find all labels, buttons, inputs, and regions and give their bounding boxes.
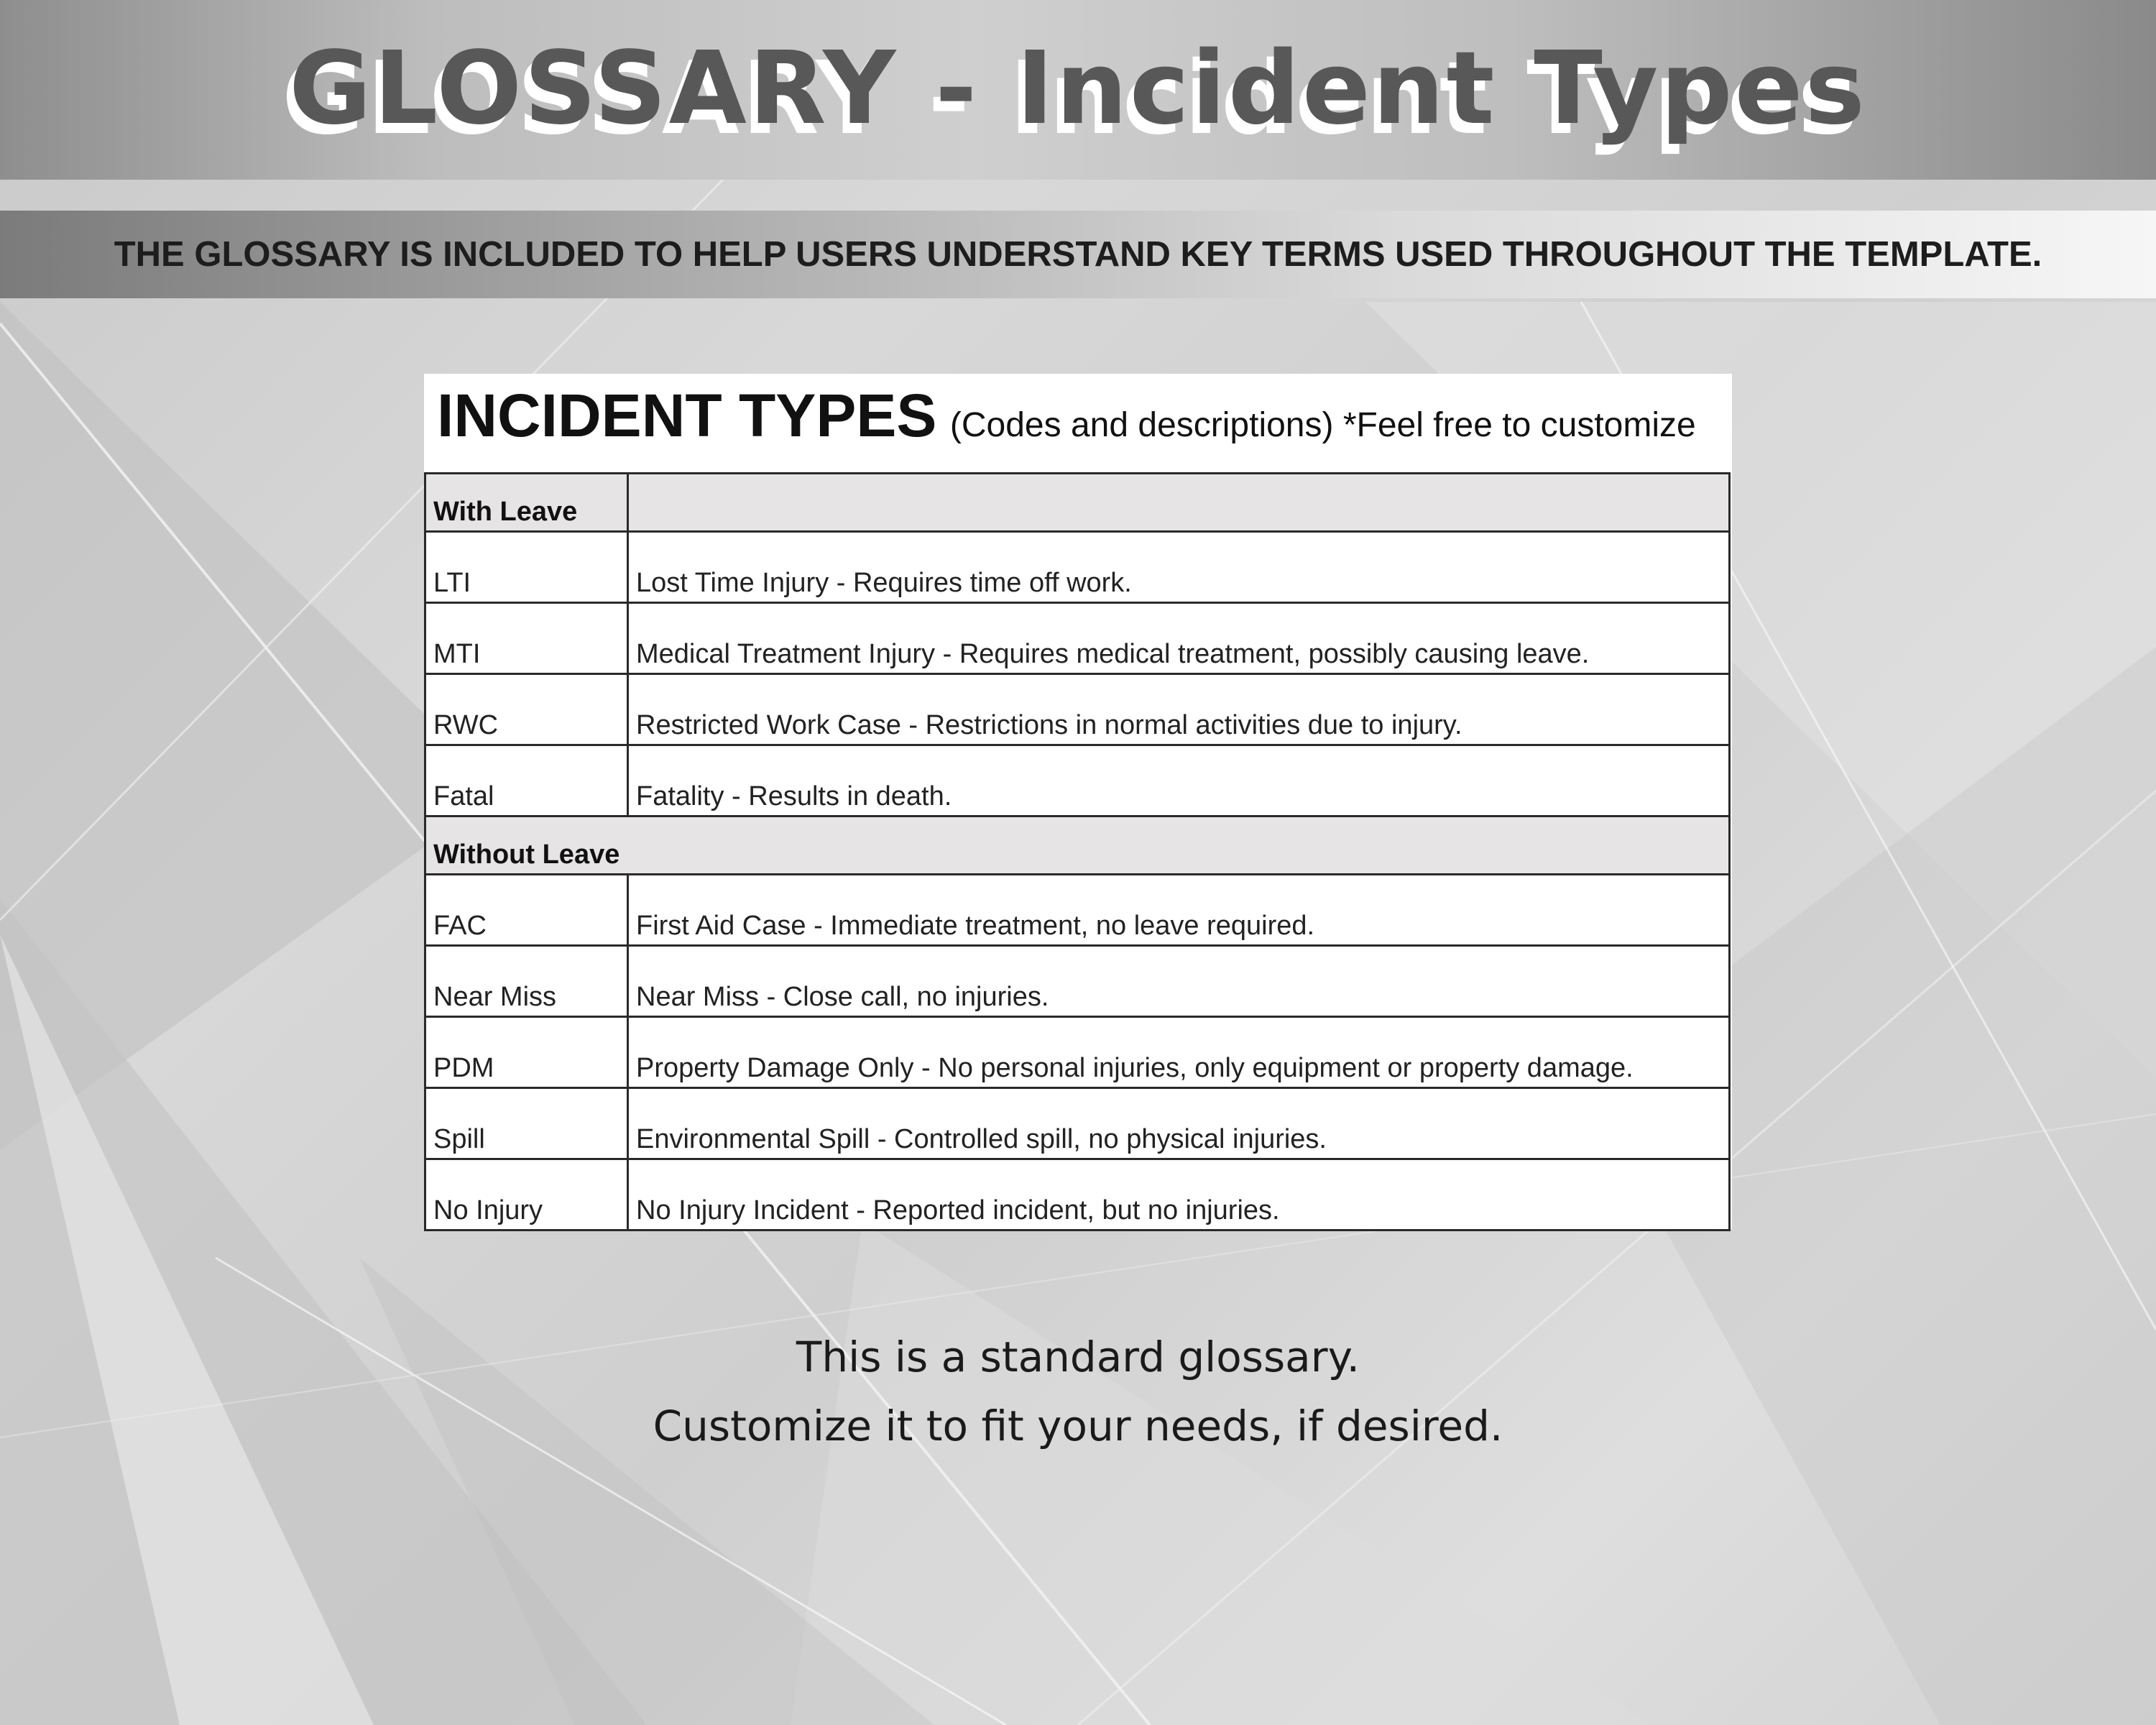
section-blank-cell <box>628 474 1730 532</box>
description-cell: First Aid Case - Immediate treatment, no leave required. <box>628 875 1730 946</box>
table-row <box>425 1159 1730 1230</box>
footer-line-1: This is a standard glossary. <box>796 1333 1360 1381</box>
description-cell: Lost Time Injury - Requires time off work. <box>628 532 1730 603</box>
description-cell: Near Miss - Close call, no injuries. <box>628 946 1730 1017</box>
description-cell: Restricted Work Case - Restrictions in normal activities due to injury. <box>628 674 1730 745</box>
description-cell: Property Damage Only - No personal injuries, only equipment or property damage. <box>628 1017 1730 1088</box>
description-cell: Fatality - Results in death. <box>628 745 1730 816</box>
table-row <box>425 674 1730 745</box>
subtitle-banner <box>0 211 2156 298</box>
footer-note <box>0 1322 2156 1460</box>
section-row <box>425 474 1730 532</box>
table-row <box>425 532 1730 603</box>
table-row <box>425 1017 1730 1088</box>
title-banner <box>0 0 2156 180</box>
code-cell: LTI <box>425 532 628 603</box>
section-row <box>425 816 1730 875</box>
page-title: GLOSSARY - Incident Types <box>289 30 1867 147</box>
table-row <box>425 745 1730 816</box>
sheet-heading <box>437 381 1696 467</box>
description-cell: Medical Treatment Injury - Requires medical treatment, possibly causing leave. <box>628 603 1730 674</box>
code-cell: FAC <box>425 875 628 946</box>
glossary-sheet <box>424 374 1732 1229</box>
description-cell: No Injury Incident - Reported incident, but no injuries. <box>628 1159 1730 1230</box>
code-cell: PDM <box>425 1017 628 1088</box>
footer-line-2: Customize it to fit your needs, if desired. <box>653 1402 1503 1450</box>
code-cell: MTI <box>425 603 628 674</box>
code-cell: Spill <box>425 1088 628 1159</box>
table-row <box>425 946 1730 1017</box>
sheet-heading-title: INCIDENT TYPES <box>437 382 937 449</box>
incident-types-table <box>424 472 1731 1231</box>
description-cell: Environmental Spill - Controlled spill, no physical injuries. <box>628 1088 1730 1159</box>
code-cell: Near Miss <box>425 946 628 1017</box>
section-label: With Leave <box>425 474 628 532</box>
code-cell: No Injury <box>425 1159 628 1230</box>
table-row <box>425 875 1730 946</box>
table-row <box>425 1088 1730 1159</box>
section-label: Without Leave <box>425 816 1730 875</box>
page-subtitle: THE GLOSSARY IS INCLUDED TO HELP USERS UNDERSTAND KEY TERMS USED THROUGHOUT THE TEMPLATE. <box>114 235 2042 274</box>
code-cell: RWC <box>425 674 628 745</box>
table-row <box>425 603 1730 674</box>
code-cell: Fatal <box>425 745 628 816</box>
sheet-heading-note: (Codes and descriptions) *Feel free to customize <box>949 406 1696 444</box>
